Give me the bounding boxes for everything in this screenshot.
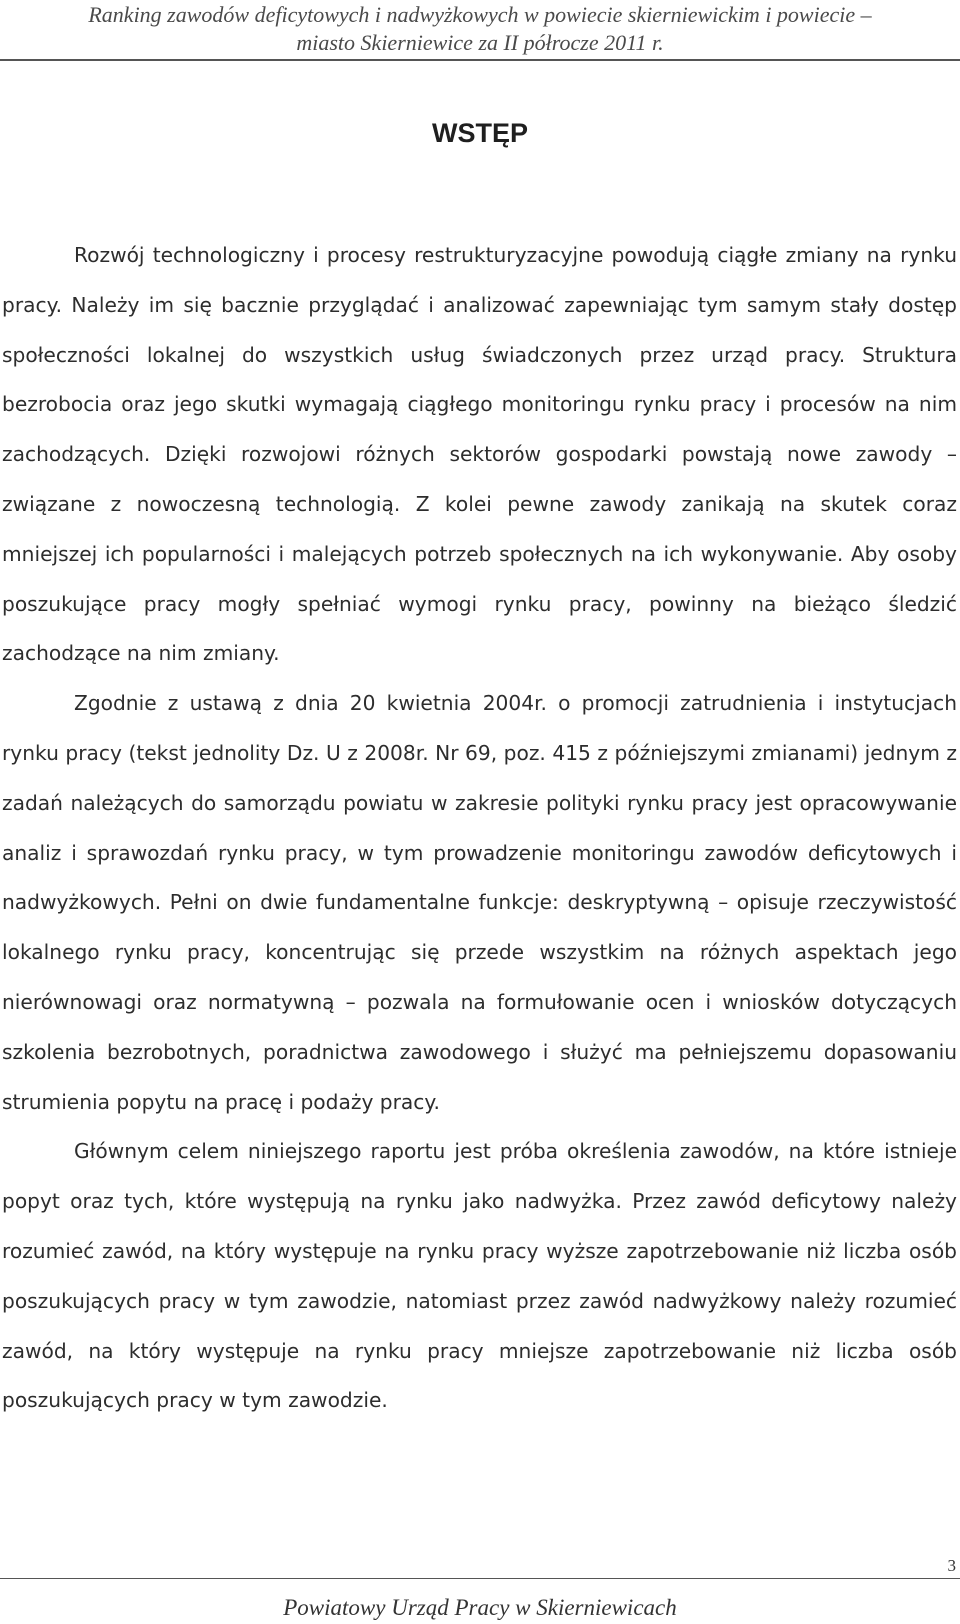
document-body xyxy=(2,231,957,1426)
header-title-line-1: Ranking zawodów deficytowych i nadwyżkowych w powiecie skierniewickim i powiecie – xyxy=(88,2,872,27)
header-title xyxy=(0,0,960,57)
paragraph-1: Rozwój technologiczny i procesy restrukturyzacyjne powodują ciągłe zmiany na rynku pracy. Należy im się bacznie przyglądać i analizować zapewniając tym samym stały dostęp społeczności lokalnej do wszystkich usług świadczonych przez urząd pracy. Struktura bezrobocia oraz jego skutki wymagają ciągłego monitoringu rynku pracy i procesów na nim zachodzących. Dzięki rozwojowi różnych sektorów gospodarki powstają nowe zawody – związane z nowoczesną technologią. Z kolei pewne zawody zanikają na skutek coraz mniejszej ich popularności i malejących potrzeb społecznych na ich wykonywanie. Aby osoby poszukujące pracy mogły spełniać wymogi rynku pracy, powinny na bieżąco śledzić zachodzące na nim zmiany. xyxy=(2,243,957,666)
page-header xyxy=(0,0,960,59)
page-number: 3 xyxy=(947,1556,956,1575)
paragraph-2: Zgodnie z ustawą z dnia 20 kwietnia 2004r. o promocji zatrudnienia i instytucjach rynku pracy (tekst jednolity Dz. U z 2008r. Nr 69, poz. 415 z późniejszymi zmianami) jednym z zadań należących do samorządu powiatu w zakresie polityki rynku pracy jest opracowywanie analiz i sprawozdań rynku pracy, w tym prowadzenie monitoringu zawodów deficytowych i nadwyżkowych. Pełni on dwie fundamentalne funkcje: deskryptywną – opisuje rzeczywistość lokalnego rynku pracy, koncentrując się przede wszystkim na różnych aspektach jego nierównowagi oraz normatywną – pozwala na formułowanie ocen i wniosków dotyczących szkolenia bezrobotnych, poradnictwa zawodowego i służyć ma pełniejszemu dopasowaniu strumienia popytu na pracę i podaży pracy. xyxy=(2,691,957,1114)
page-title: WSTĘP xyxy=(431,118,528,148)
header-title-line-2: miasto Skierniewice za II półrocze 2011 r. xyxy=(296,30,664,55)
footer-institution: Powiatowy Urząd Pracy w Skierniewicach xyxy=(283,1595,677,1620)
footer-divider xyxy=(0,1578,960,1579)
paragraph-3: Głównym celem niniejszego raportu jest próba określenia zawodów, na które istnieje popyt oraz tych, które występują na rynku jako nadwyżka. Przez zawód deficytowy należy rozumieć zawód, na który występuje na rynku pracy wyższe zapotrzebowanie niż liczba osób poszukujących pracy w tym zawodzie, natomiast przez zawód nadwyżkowy należy rozumieć zawód, na który występuje na rynku pracy mniejsze zapotrzebowanie niż liczba osób poszukujących pracy w tym zawodzie. xyxy=(2,1139,957,1413)
header-divider xyxy=(0,59,960,61)
